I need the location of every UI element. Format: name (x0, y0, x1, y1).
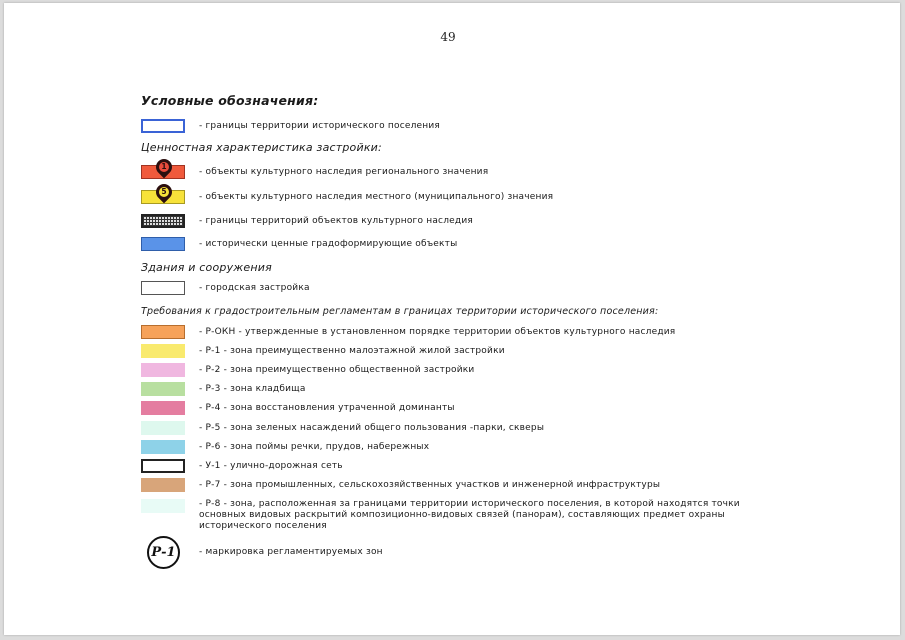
swatch-zone-r1 (141, 344, 185, 358)
legend-row-zone-r4 (141, 400, 455, 416)
legend-row-boundary (141, 118, 440, 134)
swatch-regional-heritage (141, 162, 185, 179)
legend-row-zone-r6 (141, 439, 429, 455)
legend-row-heritage-territory (141, 213, 473, 229)
legend-label-marker: - маркировка регламентируемых зон (199, 547, 383, 557)
swatch-valuable-objects (141, 237, 185, 251)
legend-label-zone-r6: - Р-6 - зона поймы речки, прудов, набережных (199, 442, 430, 452)
legend-label-zone-r2: - Р-2 - зона преимущественно общественной застройки (199, 365, 475, 375)
legend-label-local-heritage: - объекты культурного наследия местного (муниципального) значения (199, 192, 554, 202)
section-heading-buildings: Здания и сооружения (141, 261, 272, 274)
swatch-boundary (141, 119, 185, 133)
swatch-zone-r7 (141, 478, 185, 492)
legend-row-valuable-objects (141, 236, 457, 252)
swatch-urban-buildings (141, 281, 185, 295)
legend-label-zone-rokn: - Р-ОКН - утвержденные в установленном порядке территории объектов культурного наследия (199, 327, 676, 337)
legend-label-zone-r1: - Р-1 - зона преимущественно малоэтажной жилой застройки (199, 346, 505, 356)
legend-row-zone-r2 (141, 362, 474, 378)
swatch-zone-r3 (141, 382, 185, 396)
legend-label-zone-r5: - Р-5 - зона зеленых насаждений общего пользования -парки, скверы (199, 423, 545, 433)
section-heading-requirements: Требования к градостроительным регламентам в границах территории исторического поселения: (141, 306, 659, 317)
legend-label-zone-r8: - Р-8 - зона, расположенная за границами территории исторического поселения, в которой находятся точки основных видовых раскрытий композиционно-видовых связей (панорам), составляющих предмет охраны исторического поселения (199, 499, 740, 531)
document-page (4, 3, 900, 635)
legend-label-zone-r7: - Р-7 - зона промышленных, сельскохозяйственных участков и инженерной инфраструктуры (199, 480, 661, 490)
legend-label-zone-r3: - Р-3 - зона кладбища (199, 384, 306, 394)
legend-label-heritage-territory: - границы территорий объектов культурного наследия (199, 216, 473, 226)
swatch-zone-r4 (141, 401, 185, 415)
swatch-zone-rokn (141, 325, 185, 339)
legend-row-zone-rokn (141, 324, 675, 340)
legend-label-urban-buildings: - городская застройка (199, 283, 310, 293)
page-number: 49 (440, 30, 456, 44)
legend-row-urban-buildings (141, 280, 310, 296)
legend-label-zone-u1: - У-1 - улично-дорожная сеть (199, 461, 343, 471)
zone-marker-icon: Р-1 (147, 536, 180, 569)
swatch-zone-r8 (141, 499, 185, 513)
section-heading-value: Ценностная характеристика застройки: (141, 141, 382, 154)
legend-row-zone-r5 (141, 420, 544, 436)
swatch-zone-r5 (141, 421, 185, 435)
legend-label-valuable-objects: - исторически ценные градоформирующие объекты (199, 239, 458, 249)
pin-number-regional: 1 (159, 162, 169, 172)
legend-label-zone-r4: - Р-4 - зона восстановления утраченной доминанты (199, 403, 455, 413)
legend-title: Условные обозначения: (141, 93, 319, 108)
legend-row-zone-u1 (141, 458, 343, 474)
legend-row-zone-r7 (141, 477, 660, 493)
swatch-zone-r6 (141, 440, 185, 454)
legend-label-regional-heritage: - объекты культурного наследия регионального значения (199, 167, 489, 177)
legend-row-local-heritage (141, 189, 553, 205)
legend-row-zone-r3 (141, 381, 306, 397)
legend-row-regional-heritage (141, 164, 488, 180)
swatch-zone-r2 (141, 363, 185, 377)
hatched-pattern-icon (141, 214, 185, 228)
swatch-zone-u1 (141, 459, 185, 473)
legend-row-zone-r8 (141, 499, 749, 535)
legend-label-boundary: - границы территории исторического поселения (199, 121, 441, 131)
swatch-local-heritage (141, 187, 185, 204)
pin-number-local: 5 (159, 187, 169, 197)
legend-row-zone-r1 (141, 343, 505, 359)
